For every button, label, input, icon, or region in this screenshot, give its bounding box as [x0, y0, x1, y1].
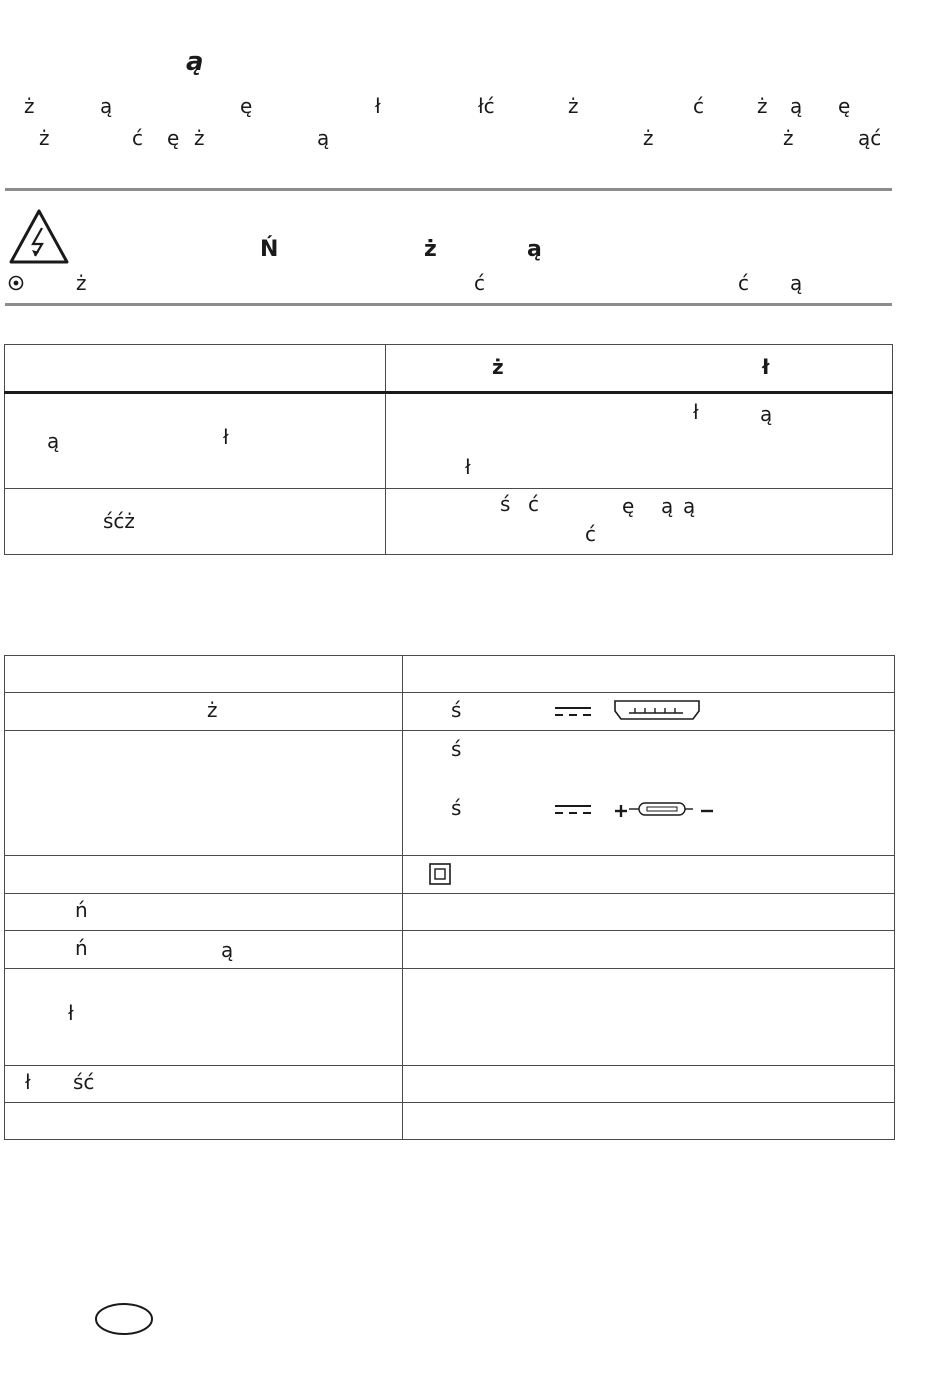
- protection-class-ii-icon: [429, 863, 451, 885]
- spec-value-cell: [403, 931, 895, 969]
- high-voltage-warning-icon: [8, 208, 70, 266]
- intro-glyph: ż: [783, 126, 794, 150]
- country-code-oval-icon: [94, 1302, 154, 1336]
- intro-glyph: ż: [194, 126, 205, 150]
- header-glyph: ł: [762, 355, 770, 379]
- remedy-cell: [386, 393, 893, 489]
- spec-label-cell: [5, 931, 403, 969]
- cell-glyph: ą: [47, 429, 60, 453]
- cell-glyph: ł: [693, 400, 699, 424]
- micro-usb-dc-icon: [553, 699, 703, 725]
- section-divider: [5, 188, 892, 191]
- intro-glyph: ę: [240, 94, 253, 118]
- warning-heading-glyph: ą: [527, 237, 542, 262]
- intro-glyph: ć: [693, 94, 704, 118]
- header-glyph: ż: [492, 355, 504, 379]
- spec-row: [5, 1066, 895, 1103]
- intro-glyph: ł: [375, 94, 381, 118]
- circle-dot-icon: [8, 275, 24, 291]
- spec-label-glyph: ł: [68, 1001, 74, 1025]
- cell-glyph: ć: [528, 492, 539, 516]
- intro-glyph: ą: [317, 126, 330, 150]
- dc-polarity-icon: [553, 797, 723, 823]
- cell-glyph: ś: [500, 492, 511, 516]
- spec-value-glyph: ś: [451, 796, 462, 820]
- warning-heading-glyph: Ń: [260, 237, 279, 262]
- cell-glyph: ł: [465, 455, 471, 479]
- spec-label-cell: [5, 894, 403, 931]
- spec-row: [5, 731, 895, 856]
- table-row: [5, 489, 893, 555]
- spec-value-glyph: ś: [451, 737, 462, 761]
- spec-value-cell: [403, 693, 895, 731]
- warning-glyph: ż: [76, 271, 87, 295]
- spec-label-cell: [5, 693, 403, 731]
- intro-glyph: ą: [100, 94, 113, 118]
- spec-label-cell: [5, 1066, 403, 1103]
- spec-label-glyph: ą: [221, 938, 234, 962]
- spec-row: [5, 894, 895, 931]
- warning-glyph: ć: [474, 271, 485, 295]
- cell-glyph: ą: [661, 494, 674, 518]
- spec-label-glyph: ń: [75, 898, 88, 922]
- spec-value-cell: [403, 1066, 895, 1103]
- spec-label-cell: [5, 856, 403, 894]
- spec-label-cell: [5, 1103, 403, 1140]
- warning-glyph: ć: [738, 271, 749, 295]
- spec-label-cell: [5, 656, 403, 693]
- header-cell: [5, 345, 386, 393]
- section-divider: [5, 303, 892, 306]
- spec-row: [5, 969, 895, 1066]
- spec-label-cell: [5, 969, 403, 1066]
- spec-row: [5, 856, 895, 894]
- spec-value-cell: [403, 856, 895, 894]
- section-heading: ą: [186, 47, 204, 77]
- intro-glyph: ż: [24, 94, 35, 118]
- cell-glyph: śćż: [103, 509, 135, 533]
- intro-glyph: ę: [167, 126, 180, 150]
- problem-cell: [5, 393, 386, 489]
- cell-glyph: ą: [760, 402, 773, 426]
- intro-glyph: ąć: [858, 126, 882, 150]
- intro-glyph: ę: [838, 94, 851, 118]
- spec-label-glyph: ż: [207, 698, 218, 722]
- intro-glyph: ą: [790, 94, 803, 118]
- warning-heading-glyph: ż: [424, 237, 437, 262]
- spec-label-glyph: ł: [25, 1070, 31, 1094]
- spec-label-glyph: ść: [73, 1070, 95, 1094]
- spec-value-glyph: ś: [451, 698, 462, 722]
- cell-glyph: ć: [585, 522, 596, 546]
- spec-label-cell: [5, 731, 403, 856]
- cell-glyph: ą: [683, 494, 696, 518]
- intro-glyph: ż: [757, 94, 768, 118]
- header-cell: [386, 345, 893, 393]
- spec-value-cell: [403, 731, 895, 856]
- spec-row: [5, 931, 895, 969]
- intro-glyph: ż: [643, 126, 654, 150]
- remedy-cell: [386, 489, 893, 555]
- specification-table: [4, 655, 895, 1140]
- spec-value-cell: [403, 1103, 895, 1140]
- cell-glyph: ł: [223, 425, 229, 449]
- spec-label-glyph: ń: [75, 936, 88, 960]
- intro-glyph: ż: [39, 126, 50, 150]
- spec-value-cell: [403, 894, 895, 931]
- intro-glyph: łć: [478, 94, 495, 118]
- cell-glyph: ę: [622, 494, 635, 518]
- intro-glyph: ć: [132, 126, 143, 150]
- spec-value-cell: [403, 969, 895, 1066]
- spec-row: [5, 1103, 895, 1140]
- spec-row: [5, 656, 895, 693]
- spec-row: [5, 693, 895, 731]
- table-header-row: [5, 345, 893, 393]
- table-row: [5, 393, 893, 489]
- intro-glyph: ż: [568, 94, 579, 118]
- problem-cell: [5, 489, 386, 555]
- troubleshooting-table: [4, 344, 893, 555]
- spec-value-cell: [403, 656, 895, 693]
- warning-glyph: ą: [790, 271, 803, 295]
